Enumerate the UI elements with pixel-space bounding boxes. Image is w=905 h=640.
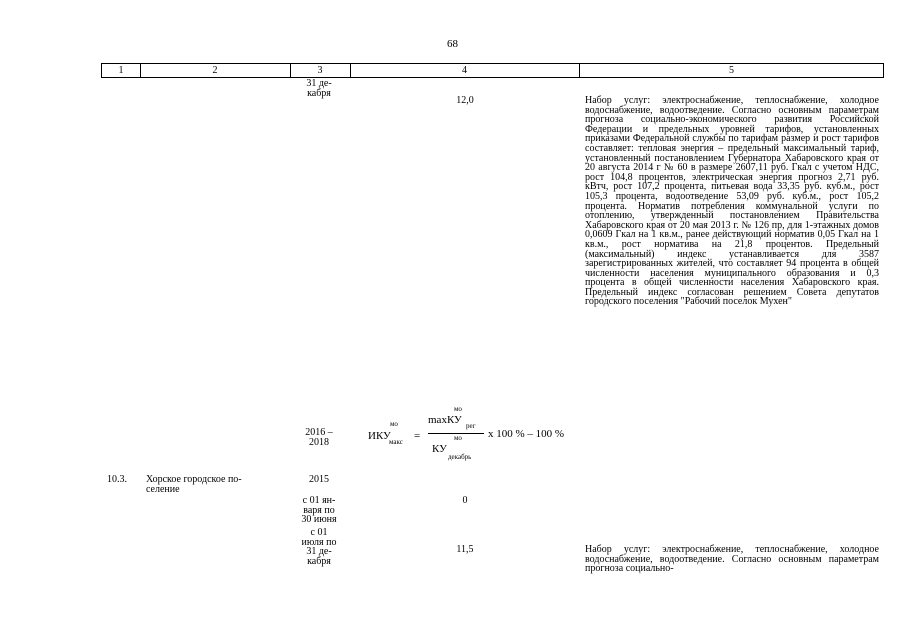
header-col-1: 1 [102, 64, 141, 77]
formula-lhs: ИКУ [368, 430, 391, 442]
period-cell: 31 де- кабря [306, 78, 332, 99]
formula-den-sub: декабрь [448, 453, 472, 461]
header-col-3: 3 [290, 64, 351, 77]
formula-num-sup: мо [454, 405, 462, 413]
index-cell: 0 [462, 495, 468, 506]
formula-denominator: КУ [432, 443, 447, 455]
period-cell: с 01 июля по 31 де- кабря [301, 527, 337, 567]
header-col-2: 2 [140, 64, 291, 77]
formula-equals: = [414, 430, 421, 442]
index-formula [364, 400, 584, 462]
formula-tail: x 100 % – 100 % [488, 428, 565, 440]
period-cell: 2016 – 2018 [305, 427, 333, 448]
table-header-row [101, 63, 884, 78]
formula-num-sub: рег [466, 422, 476, 430]
formula-numerator: maxКУ [428, 414, 462, 426]
period-cell: с 01 ян- варя по 30 июня [301, 495, 337, 526]
note-cell: Набор услуг: электроснабжение, теплоснабжение, холодное водоснабжение, водоотведение. Согласно основным параметрам прогноза социально-экономического развития Российской Федерации и предельных уровней тарифов, установленных приказами Федеральной службы по тарифам размер и рост тарифов составляет: тепловая энергия – предельный максимальный тариф, установленный постановлением Губернатора Хабаровского края от 20 августа 2014 г № 60 в размере 2607,11 руб. Гкал с учетом НДС, рост 104,8 процентов, электрическая энергия прогноз 2,71 руб. кВтч, рост 107,2 процента, питьевая вода 33,35 руб. куб.м., рост 105,3 процента, водоотведение 53,09 руб. куб.м., рост 105,2 процента. Норматив потребления коммунальной услуги по отоплению, утвержденный постановлением Правительства Хабаровского края от 20 мая 2013 г. № 126 пр, для 1-этажных домов 0,0609 Гкал на 1 кв.м., ранее действующий норматив 0,05 Гкал на 1 кв.м., рост норматива на 21,8 процентов. Предельный (максимальный) индекс устанавливается для 3587 зарегистрированных жителей, что составляет 94 процента в общей численности населения муниципального образования и 0,3 процента в общей численности населения Хабаровского края. Предельный индекс согласован решением Совета депутатов городского поселения "Рабочий поселок Мухен" [585, 95, 879, 308]
note-cell: Набор услуг: электроснабжение, теплоснабжение, холодное водоснабжение, водоотведение. Согласно основным параметрам прогноза социально- [585, 544, 879, 575]
formula-lhs-sub: макс [389, 438, 403, 446]
formula-lhs-sup: мо [390, 420, 398, 428]
header-col-5: 5 [729, 65, 734, 76]
index-cell: 11,5 [456, 544, 474, 555]
year-cell: 2015 [309, 474, 329, 485]
formula-den-sup: мо [454, 434, 462, 442]
header-col-4: 4 [350, 64, 580, 77]
municipality-name: Хорское городское по- селение [146, 474, 242, 495]
index-cell: 12,0 [456, 95, 474, 106]
page-number: 68 [447, 38, 458, 50]
row-number: 10.3. [107, 474, 127, 485]
